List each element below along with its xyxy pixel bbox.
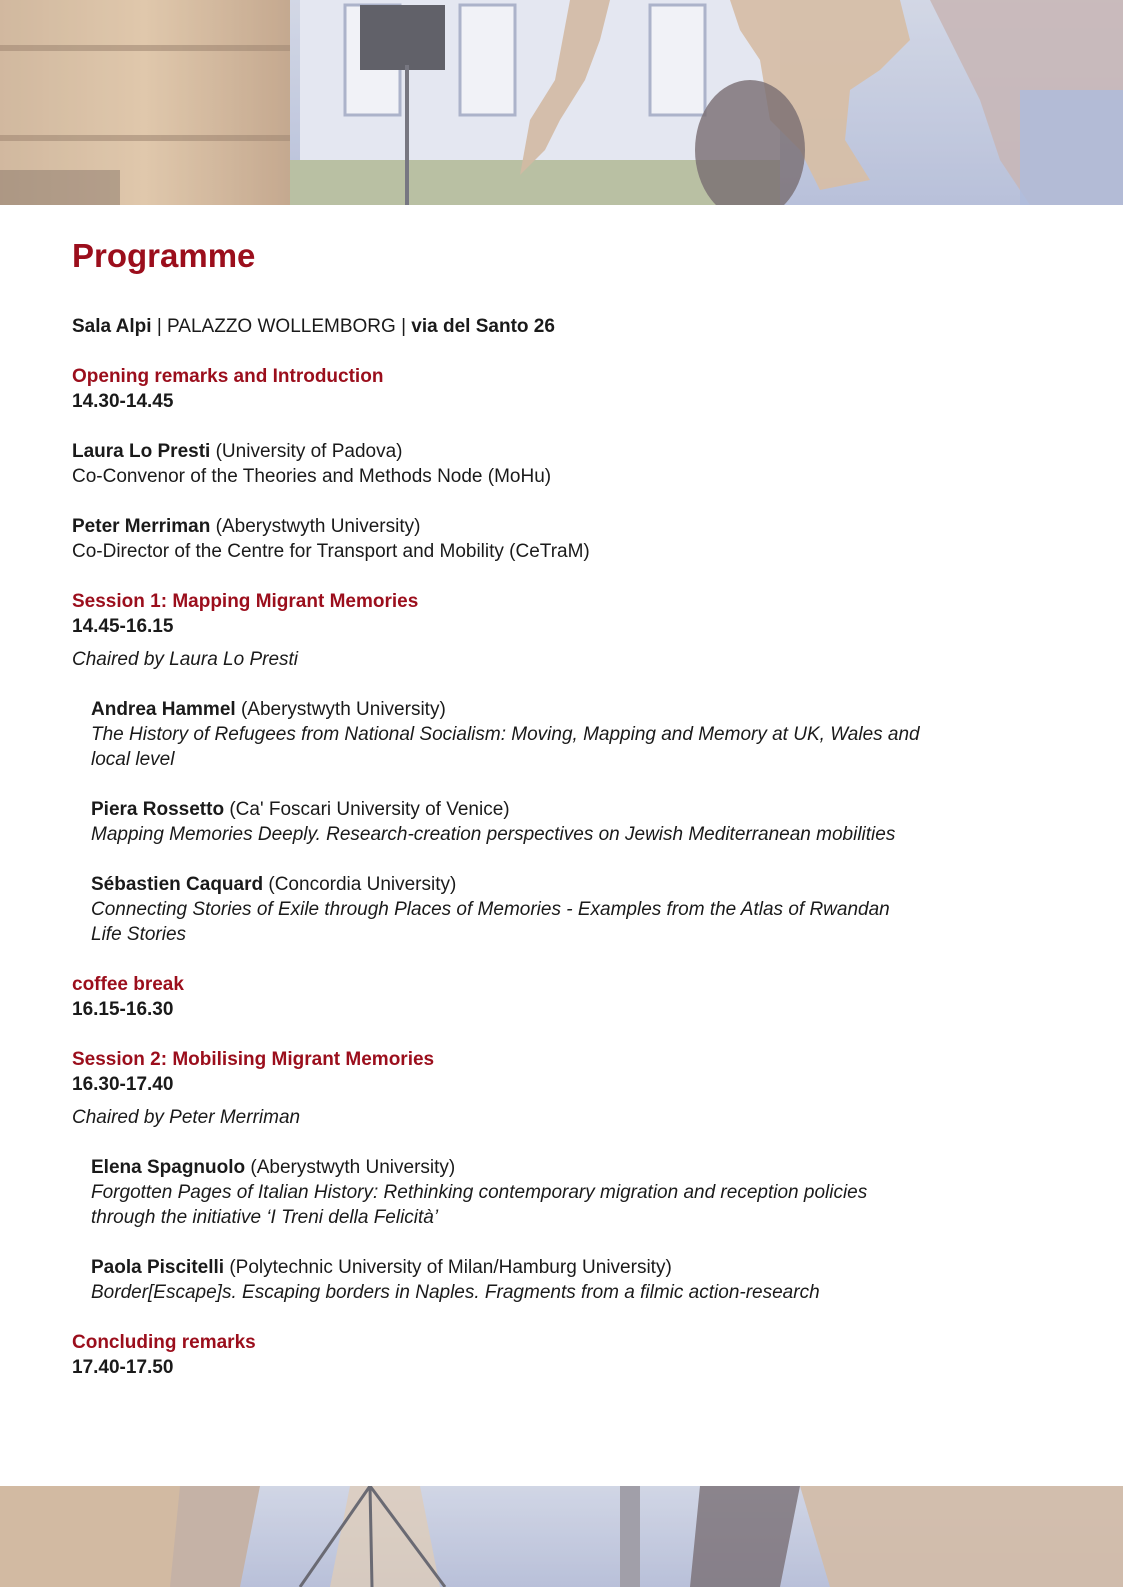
header-photo-banner — [0, 0, 1123, 205]
speaker-name: Elena Spagnuolo — [91, 1157, 246, 1178]
speaker-name: Laura Lo Presti — [72, 441, 211, 462]
talk-title: Life Stories — [91, 924, 187, 945]
venue-building: PALAZZO WOLLEMBORG — [167, 316, 396, 337]
opening-speaker — [72, 439, 1032, 489]
speaker-name: Piera Rossetto — [91, 799, 225, 820]
footer-photo-banner — [0, 1486, 1123, 1587]
session-chair: Chaired by Laura Lo Presti — [72, 649, 299, 670]
header-photo — [0, 0, 1123, 205]
section-title: Session 2: Mobilising Migrant Memories — [72, 1049, 435, 1070]
talk-title: Border[Escape]s. Escaping borders in Naples. Fragments from a filmic action-research — [91, 1282, 820, 1303]
talk-item — [72, 697, 1032, 772]
section-time: 16.15-16.30 — [72, 999, 174, 1020]
section-title: Session 1: Mapping Migrant Memories — [72, 591, 419, 612]
speaker-affiliation: (Aberystwyth University) — [245, 1157, 456, 1178]
venue-address: via del Santo 26 — [411, 316, 555, 337]
section-time: 14.30-14.45 — [72, 391, 174, 412]
venue-room: Sala Alpi — [72, 316, 152, 337]
talk-title: The History of Refugees from National Socialism: Moving, Mapping and Memory at UK, Wales and — [91, 724, 920, 745]
talk-title: Mapping Memories Deeply. Research-creation perspectives on Jewish Mediterranean mobilities — [91, 824, 896, 845]
talk-item — [72, 1155, 1032, 1230]
speaker-name: Sébastien Caquard — [91, 874, 264, 895]
section-title: coffee break — [72, 974, 184, 995]
section-title: Concluding remarks — [72, 1332, 256, 1353]
session-2 — [72, 1047, 1032, 1305]
speaker-affiliation: (Polytechnic University of Milan/Hamburg University) — [224, 1257, 672, 1278]
talk-title: through the initiative ‘I Treni della Felicità’ — [91, 1207, 439, 1228]
speaker-name: Paola Piscitelli — [91, 1257, 225, 1278]
venue-separator: | — [395, 316, 412, 337]
section-title: Opening remarks and Introduction — [72, 366, 384, 387]
speaker-role: Co-Director of the Centre for Transport and Mobility (CeTraM) — [72, 541, 590, 562]
speaker-affiliation: (Aberystwyth University) — [210, 516, 421, 537]
section-time: 17.40-17.50 — [72, 1357, 174, 1378]
venue-separator: | — [151, 316, 168, 337]
page-title: Programme — [72, 237, 256, 274]
coffee-break — [72, 972, 1032, 1022]
section-time: 16.30-17.40 — [72, 1074, 174, 1095]
venue-line — [72, 314, 1032, 339]
talk-item — [72, 797, 1032, 847]
talk-item — [72, 1255, 1032, 1305]
footer-photo — [0, 1486, 1123, 1587]
speaker-affiliation: (University of Padova) — [210, 441, 403, 462]
speaker-affiliation: (Ca' Foscari University of Venice) — [224, 799, 510, 820]
talk-title: local level — [91, 749, 175, 770]
speaker-name: Peter Merriman — [72, 516, 211, 537]
speaker-affiliation: (Aberystwyth University) — [235, 699, 446, 720]
opening-speaker — [72, 514, 1032, 564]
speaker-name: Andrea Hammel — [91, 699, 236, 720]
session-1 — [72, 589, 1032, 947]
talk-title: Forgotten Pages of Italian History: Rethinking contemporary migration and reception policies — [91, 1182, 868, 1203]
speaker-affiliation: (Concordia University) — [263, 874, 457, 895]
programme-content — [72, 236, 1032, 1380]
speaker-role: Co-Convenor of the Theories and Methods Node (MoHu) — [72, 466, 552, 487]
opening-section — [72, 364, 1032, 564]
talk-title: Connecting Stories of Exile through Places of Memories - Examples from the Atlas of Rwandan — [91, 899, 890, 920]
session-chair: Chaired by Peter Merriman — [72, 1107, 301, 1128]
concluding-remarks — [72, 1330, 1032, 1380]
section-time: 14.45-16.15 — [72, 616, 174, 637]
talk-item — [72, 872, 1032, 947]
